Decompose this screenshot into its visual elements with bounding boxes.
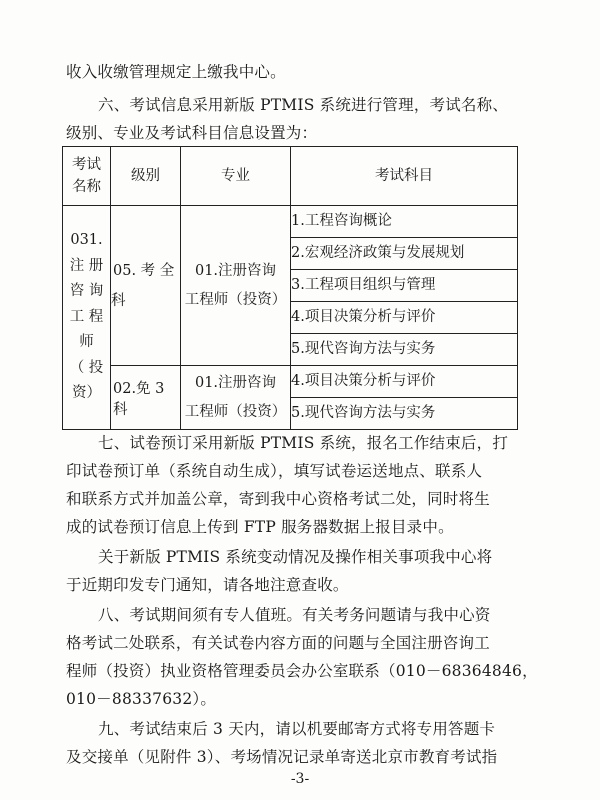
- section-9-heading: 九、考试结束后 3 天内，请以机要邮寄方式将专用答题卡: [98, 720, 496, 738]
- paragraph-line: 收入收缴管理规定上缴我中心。: [66, 63, 286, 81]
- paragraph-line: 关于新版 PTMIS 系统变动情况及操作相关事项我中心将: [98, 548, 493, 566]
- subject-cell: 5.现代咨询方法与实务: [291, 398, 518, 430]
- exam-name-part: 注 册: [69, 257, 104, 274]
- subject-cell: 4.项目决策分析与评价: [291, 302, 518, 334]
- major-cell: [181, 206, 291, 366]
- section-6-heading: 六、考试信息采用新版 PTMIS 系统进行管理，考试名称、: [98, 96, 509, 114]
- subject-cell: 5.现代咨询方法与实务: [291, 334, 518, 366]
- header-level: 级别: [111, 147, 181, 206]
- subject-cell: 2.宏观经济政策与发展规划: [291, 238, 518, 270]
- subject-cell: 4.项目决策分析与评价: [291, 366, 518, 398]
- level-cell-exempt: 02.免 3 科: [111, 366, 181, 430]
- exam-name-part: 031.: [70, 232, 103, 249]
- table-header-row: [63, 147, 518, 206]
- exam-name-part: （ 投: [69, 359, 104, 376]
- major-text: 工程师（投资）: [184, 403, 287, 420]
- level-text: 科: [111, 292, 126, 309]
- exam-info-table: [62, 146, 518, 430]
- level-text: 05. 考 全: [113, 262, 175, 279]
- page-number: -3-: [290, 771, 310, 787]
- major-cell: [181, 366, 291, 430]
- header-major: 专业: [181, 147, 291, 206]
- header-exam-name-line-2: 名称: [72, 179, 101, 195]
- table-row: [63, 206, 518, 238]
- paragraph-line: 印试卷预订单（系统自动生成），填写试卷运送地点、联系人: [66, 462, 483, 480]
- exam-name-part: 咨 询: [69, 283, 104, 300]
- section-7-heading: 七、试卷预订采用新版 PTMIS 系统，报名工作结束后，打: [98, 434, 509, 452]
- paragraph-line: 程师（投资）执业资格管理委员会办公室联系（010－68364846，: [66, 662, 538, 680]
- exam-name-cell: [63, 206, 111, 430]
- exam-name-part: 资）: [72, 385, 101, 402]
- paragraph-line: 于近期印发专门通知，请各地注意查收。: [66, 576, 349, 594]
- exam-name-part: 工 程: [69, 308, 104, 325]
- header-exam-name: [63, 147, 111, 206]
- section-8-heading: 八、考试期间须有专人值班。有关考务问题请与我中心资: [98, 606, 491, 624]
- subject-cell: 1.工程咨询概论: [291, 206, 518, 238]
- major-text: 工程师（投资）: [184, 291, 287, 308]
- paragraph-line: 格考试二处联系，有关试卷内容方面的问题与全国注册咨询工: [66, 634, 490, 652]
- paragraph-line: 和联系方式并加盖公章，寄到我中心资格考试二处，同时将生: [66, 490, 490, 508]
- paragraph-line: 及交接单（见附件 3）、考场情况记录单寄送北京市教育考试指: [66, 748, 498, 766]
- paragraph-line: 010－88337632）。: [66, 690, 217, 708]
- major-text: 01.注册咨询: [194, 262, 277, 279]
- table-row: [63, 366, 518, 398]
- major-text: 01.注册咨询: [194, 374, 277, 391]
- subject-cell: 3.工程项目组织与管理: [291, 270, 518, 302]
- header-exam-name-line-1: 考试: [72, 157, 101, 173]
- paragraph-line: 级别、专业及考试科目信息设置为：: [66, 124, 318, 142]
- level-cell-full: [111, 206, 181, 366]
- header-subject: 考试科目: [291, 147, 518, 206]
- paragraph-line: 成的试卷预订信息上传到 FTP 服务器数据上报目录中。: [66, 518, 454, 536]
- exam-name-part: 师: [79, 334, 94, 351]
